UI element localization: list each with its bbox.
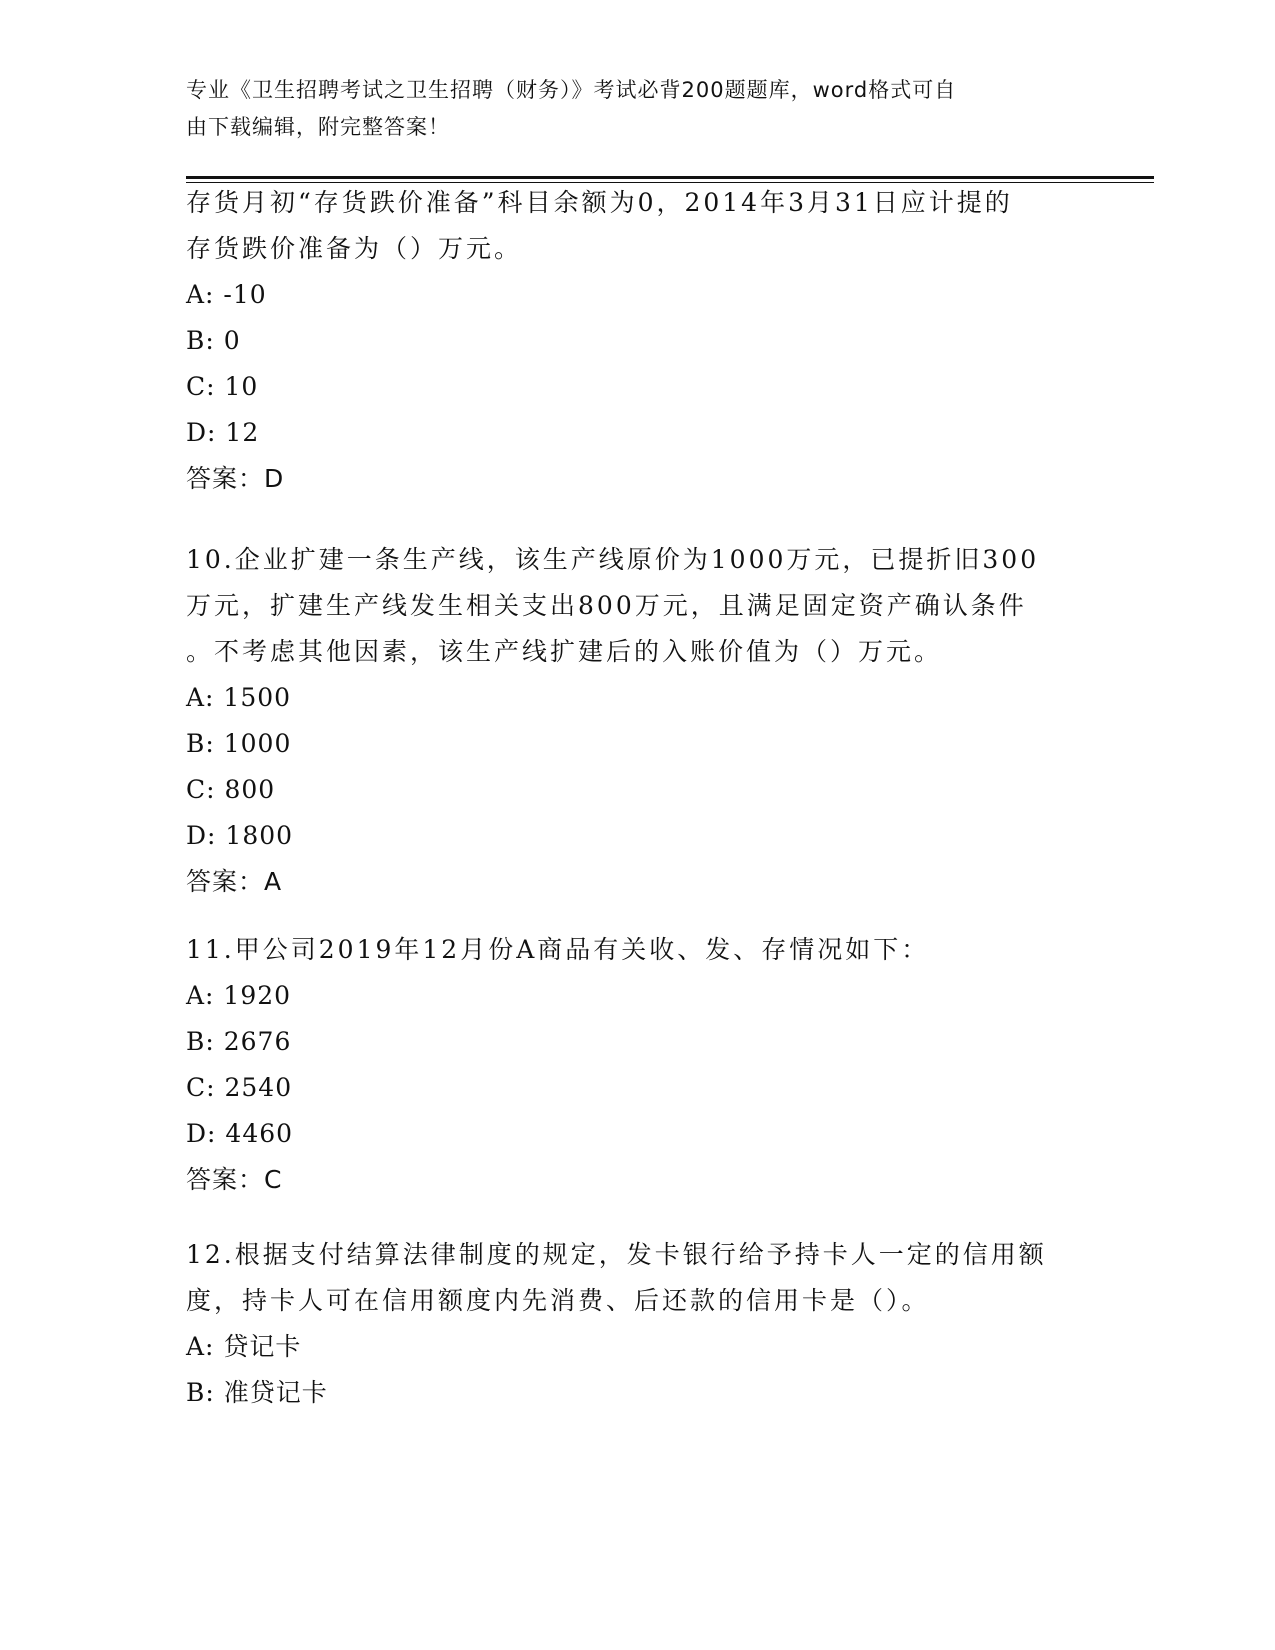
answer-line: 答案：D bbox=[186, 464, 285, 493]
question-block-10 bbox=[186, 537, 1086, 905]
question-block-11 bbox=[186, 927, 1086, 1203]
option-a: A: 1500 bbox=[186, 683, 292, 712]
question-stem-line: 存货跌价准备为（）万元。 bbox=[186, 234, 523, 263]
header-rule-thick bbox=[186, 176, 1154, 179]
question-stem-line: 12.根据支付结算法律制度的规定，发卡银行给予持卡人一定的信用额 bbox=[186, 1240, 1047, 1269]
option-d: D: 4460 bbox=[186, 1119, 294, 1148]
answer-line: 答案：C bbox=[186, 1165, 283, 1194]
question-block-12 bbox=[186, 1232, 1086, 1416]
option-b: B: 0 bbox=[186, 326, 241, 355]
question-stem-line: 存货月初“存货跌价准备”科目余额为0，2014年3月31日应计提的 bbox=[186, 188, 1013, 217]
option-b: B: 2676 bbox=[186, 1027, 292, 1056]
option-c: C: 10 bbox=[186, 372, 259, 401]
question-stem-line: 10.企业扩建一条生产线，该生产线原价为1000万元，已提折旧300 bbox=[186, 545, 1040, 574]
question-stem-line: 万元，扩建生产线发生相关支出800万元，且满足固定资产确认条件 bbox=[186, 591, 1027, 620]
option-a: A: -10 bbox=[186, 280, 267, 309]
question-stem-line: 。不考虑其他因素，该生产线扩建后的入账价值为（）万元。 bbox=[186, 637, 943, 666]
header-line-1: 专业《卫生招聘考试之卫生招聘（财务）》考试必背200题题库，word格式可自 bbox=[186, 78, 957, 102]
option-a: A: 贷记卡 bbox=[186, 1332, 302, 1361]
question-stem-line: 度，持卡人可在信用额度内先消费、后还款的信用卡是（）。 bbox=[186, 1286, 930, 1315]
answer-line: 答案：A bbox=[186, 867, 283, 896]
option-d: D: 1800 bbox=[186, 821, 294, 850]
option-d: D: 12 bbox=[186, 418, 260, 447]
header-line-2: 由下载编辑，附完整答案！ bbox=[186, 115, 450, 139]
option-a: A: 1920 bbox=[186, 981, 292, 1010]
option-c: C: 2540 bbox=[186, 1073, 293, 1102]
question-stem-line: 11.甲公司2019年12月份A商品有关收、发、存情况如下： bbox=[186, 935, 930, 964]
option-b: B: 1000 bbox=[186, 729, 292, 758]
question-block-9 bbox=[186, 180, 1086, 502]
option-b: B: 准贷记卡 bbox=[186, 1378, 328, 1407]
option-c: C: 800 bbox=[186, 775, 276, 804]
document-header bbox=[186, 72, 1086, 146]
